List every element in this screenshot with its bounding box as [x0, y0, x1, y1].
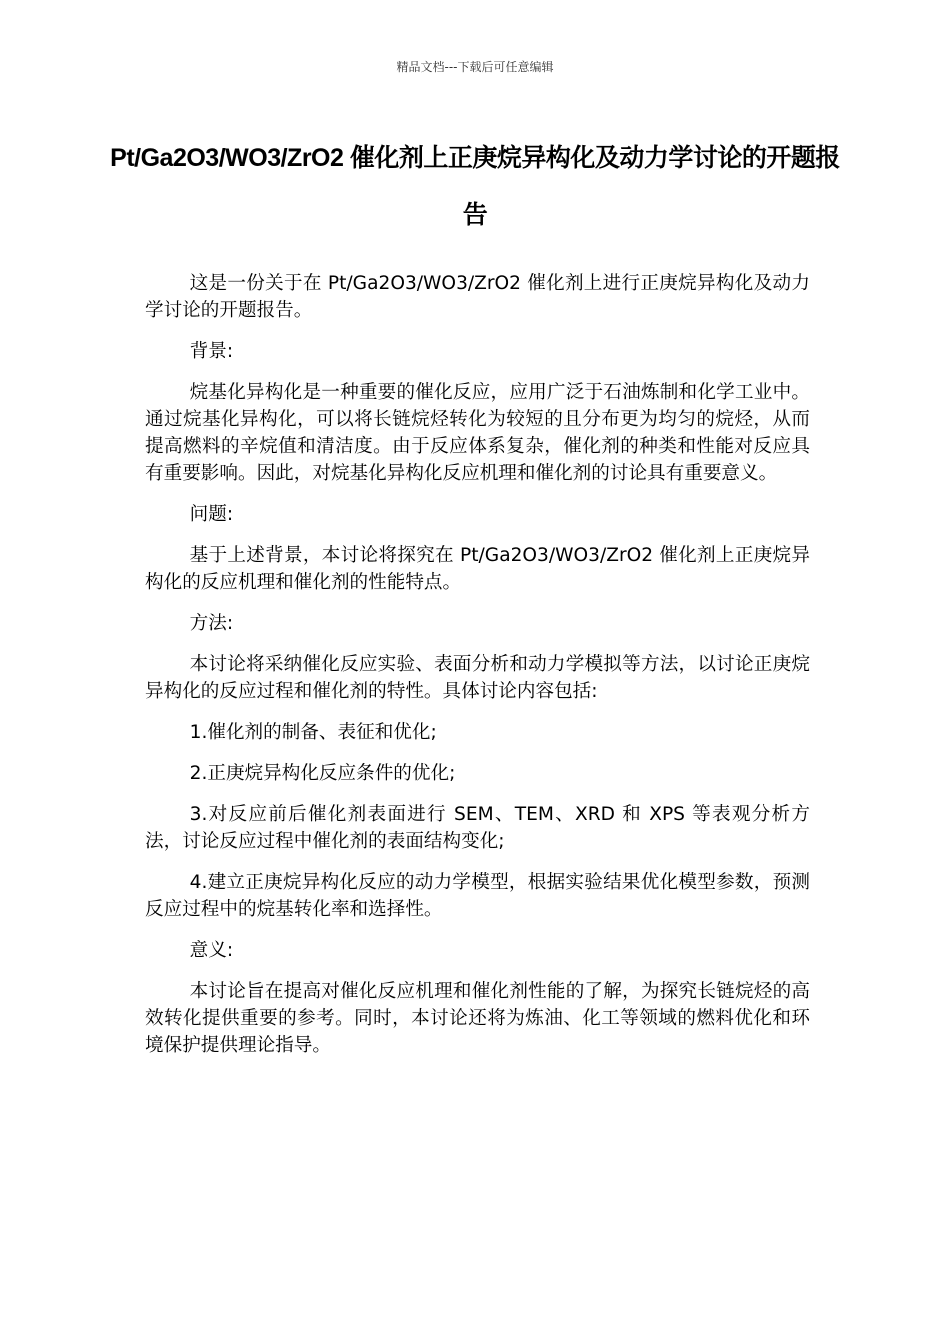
- document-title: Pt/Ga2O3/WO3/ZrO2 催化剂上正庚烷异构化及动力学讨论的开题报告: [110, 144, 840, 229]
- heading-significance: 意义:: [189, 940, 234, 961]
- list-item-1: 1.催化剂的制备、表征和优化;: [189, 722, 437, 743]
- heading-problem: 问题:: [189, 504, 234, 525]
- header-note: 精品文档---下载后可任意编辑: [396, 60, 554, 74]
- document-body: [145, 270, 810, 1073]
- paragraph-significance: 本讨论旨在提高对催化反应机理和催化剂性能的了解，为探究长链烷烃的高效转化提供重要的参考。同时，本讨论还将为炼油、化工等领域的燃料优化和环境保护提供理论指导。: [145, 981, 810, 1056]
- heading-method: 方法:: [189, 613, 234, 634]
- list-item-2: 2.正庚烷异构化反应条件的优化;: [189, 763, 456, 784]
- list-item-4: 4.建立正庚烷异构化反应的动力学模型，根据实验结果优化模型参数，预测反应过程中的烷基转化率和选择性。: [145, 872, 810, 920]
- paragraph-problem: 基于上述背景，本讨论将探究在 Pt/Ga2O3/WO3/ZrO2 催化剂上正庚烷异构化的反应机理和催化剂的性能特点。: [145, 545, 810, 593]
- paragraph-background: 烷基化异构化是一种重要的催化反应，应用广泛于石油炼制和化学工业中。通过烷基化异构化，可以将长链烷烃转化为较短的且分布更为均匀的烷烃，从而提高燃料的辛烷值和清洁度。由于反应体系复杂，催化剂的种类和性能对反应具有重要影响。因此，对烷基化异构化反应机理和催化剂的讨论具有重要意义。: [145, 382, 810, 484]
- paragraph-method: 本讨论将采纳催化反应实验、表面分析和动力学模拟等方法，以讨论正庚烷异构化的反应过程和催化剂的特性。具体讨论内容包括:: [145, 654, 810, 702]
- list-item-3: 3.对反应前后催化剂表面进行 SEM、TEM、XRD 和 XPS 等表观分析方法，讨论反应过程中催化剂的表面结构变化;: [145, 804, 810, 852]
- heading-background: 背景:: [189, 341, 234, 362]
- paragraph-intro: 这是一份关于在 Pt/Ga2O3/WO3/ZrO2 催化剂上进行正庚烷异构化及动力学讨论的开题报告。: [145, 273, 810, 321]
